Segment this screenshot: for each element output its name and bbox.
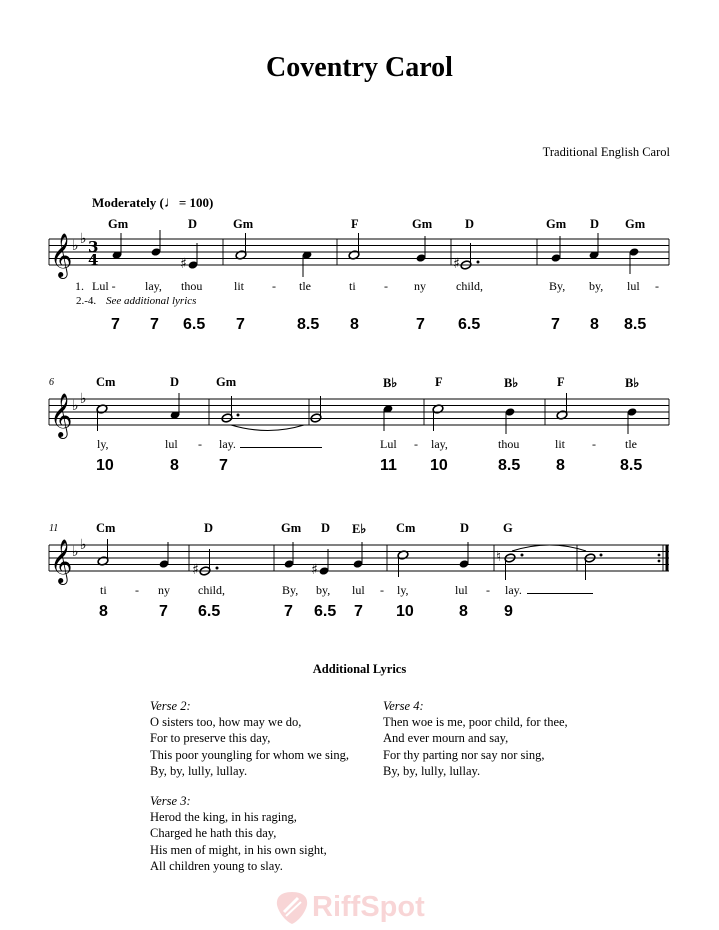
- guitar-pick-icon: [274, 890, 310, 926]
- lyric-syllable: ny: [158, 583, 170, 597]
- verse-line: This poor youngling for whom we sing,: [150, 747, 349, 762]
- lyric-syllable: thou: [498, 437, 520, 451]
- harmonica-tab: 7: [284, 603, 293, 620]
- chord-symbol: B♭: [504, 376, 519, 390]
- tempo-marking: Moderately (♩= 100): [92, 195, 214, 211]
- tempo-label: Moderately: [92, 195, 157, 210]
- chord-symbol: Gm: [625, 217, 646, 231]
- harmonica-tab: 10: [430, 457, 448, 474]
- chord-symbol: Cm: [396, 521, 416, 535]
- lyric-hyphen: -: [198, 437, 202, 451]
- lyric-syllable: child,: [456, 279, 483, 293]
- verse-block-2: [150, 698, 349, 779]
- verse-line: By, by, lully, lullay.: [383, 763, 481, 778]
- composer-credit: Traditional English Carol: [542, 145, 670, 159]
- lyric-syllable: Lul -: [92, 279, 116, 293]
- svg-text:♭: ♭: [80, 231, 87, 247]
- lyric-syllable: lul: [165, 437, 178, 451]
- riffspot-logo: [272, 888, 448, 928]
- lyric-hyphen: -: [384, 279, 388, 293]
- svg-text:♯: ♯: [311, 562, 318, 578]
- svg-text:♭: ♭: [72, 238, 79, 254]
- harmonica-tab: 8.5: [498, 457, 521, 474]
- harmonica-tab: 7: [219, 457, 228, 474]
- chord-symbol: Gm: [216, 375, 237, 389]
- harmonica-tab: 7: [551, 316, 560, 333]
- chord-symbol: Cm: [96, 521, 116, 535]
- verse-line: And ever mourn and say,: [383, 731, 509, 746]
- lyric-syllable: By,: [549, 279, 566, 293]
- lyric-syllable: ti: [349, 279, 356, 293]
- harmonica-tab: 8.5: [624, 316, 647, 333]
- chord-symbol: D: [204, 521, 214, 535]
- chord-symbol: D: [188, 217, 198, 231]
- svg-text:♭: ♭: [80, 537, 87, 553]
- svg-text:3: 3: [88, 238, 99, 256]
- chord-symbol: D: [465, 217, 475, 231]
- lyric-syllable: lul: [352, 583, 365, 597]
- chord-symbol: F: [435, 375, 443, 389]
- svg-text:♭: ♭: [80, 391, 87, 407]
- harmonica-tab: 8: [556, 457, 565, 474]
- lyric-syllable: ti: [100, 583, 107, 597]
- chord-symbol: Gm: [546, 217, 567, 231]
- harmonica-tab: 8: [170, 457, 179, 474]
- chord-symbol: Gm: [108, 217, 129, 231]
- harmonica-tab: 7: [150, 316, 159, 333]
- harmonica-tab: 8: [459, 603, 468, 620]
- lyric-syllable: lay.: [505, 583, 522, 597]
- harmonica-tab: 6.5: [458, 316, 481, 333]
- verse-label: Verse 2:: [150, 699, 191, 713]
- lyric-hyphen: -: [272, 279, 276, 293]
- lyric-hyphen: -: [486, 583, 490, 597]
- svg-text:♭: ♭: [72, 398, 79, 414]
- treble-clef-icon: 𝄞: [50, 233, 73, 277]
- lyric-syllable: lit: [234, 279, 245, 293]
- lyric-syllable: lay,: [431, 437, 448, 451]
- measure-number: 11: [49, 523, 59, 534]
- lyric-hyphen: -: [135, 583, 139, 597]
- tempo-bpm: = 100: [178, 195, 210, 210]
- song-title: Coventry Carol: [266, 52, 453, 83]
- chord-symbol: B♭: [383, 376, 398, 390]
- additional-lyrics-heading: Additional Lyrics: [312, 662, 407, 676]
- lyrics-note: See additional lyrics: [106, 295, 197, 307]
- chord-symbol: Gm: [281, 521, 302, 535]
- treble-clef-icon: 𝄞: [50, 539, 73, 583]
- harmonica-tab: 8.5: [297, 316, 320, 333]
- harmonica-tab: 9: [504, 603, 513, 620]
- verse-line: All children young to slay.: [150, 858, 283, 873]
- harmonica-tab: 6.5: [198, 603, 221, 620]
- quarter-note-icon: ♩: [163, 195, 179, 211]
- chord-symbol: F: [557, 375, 565, 389]
- lyric-syllable: lul: [627, 279, 640, 293]
- lyric-hyphen: -: [655, 279, 659, 293]
- harmonica-tab: 11: [380, 457, 397, 474]
- harmonica-tab: 10: [396, 603, 414, 620]
- lyric-syllable: child,: [198, 583, 225, 597]
- lyric-syllable: Lul: [380, 437, 397, 451]
- chord-symbol: E♭: [352, 522, 367, 536]
- verse-label: Verse 4:: [383, 699, 424, 713]
- logo-text: RiffSpot: [312, 891, 425, 923]
- chord-symbol: Gm: [233, 217, 254, 231]
- verse-number: 2.-4.: [76, 295, 97, 307]
- harmonica-tab: 6.5: [314, 603, 337, 620]
- harmonica-tab: 8: [590, 316, 599, 333]
- lyric-syllable: lul: [455, 583, 468, 597]
- harmonica-tab: 7: [236, 316, 245, 333]
- lyric-hyphen: -: [414, 437, 418, 451]
- harmonica-tab: 8: [99, 603, 108, 620]
- lyric-syllable: tle: [625, 437, 637, 451]
- svg-text:♮: ♮: [496, 549, 502, 565]
- harmonica-tab: 7: [416, 316, 425, 333]
- lyric-hyphen: -: [380, 583, 384, 597]
- lyric-extender-line: [527, 593, 593, 594]
- lyric-hyphen: -: [592, 437, 596, 451]
- lyric-syllable: ly,: [97, 437, 109, 451]
- lyric-syllable: By,: [282, 583, 299, 597]
- verse-block-3: [150, 793, 327, 874]
- chord-symbol: Cm: [96, 375, 116, 389]
- svg-text:♯: ♯: [192, 562, 199, 578]
- harmonica-tab: 7: [159, 603, 168, 620]
- chord-symbol: Gm: [412, 217, 433, 231]
- verse-line: For thy parting nor say nor sing,: [383, 747, 545, 762]
- lyric-syllable: thou: [181, 279, 203, 293]
- verse-block-4: [383, 698, 568, 779]
- chord-symbol: F: [351, 217, 359, 231]
- lyric-extender-line: [240, 447, 322, 448]
- verse-line: Herod the king, in his raging,: [150, 810, 297, 825]
- lyric-syllable: tle: [299, 279, 311, 293]
- measure-number: 6: [49, 377, 54, 388]
- treble-clef-icon: 𝄞: [50, 393, 73, 437]
- lyric-syllable: ny: [414, 279, 426, 293]
- harmonica-tab: 8.5: [620, 457, 643, 474]
- chord-symbol: B♭: [625, 376, 640, 390]
- harmonica-tab: 7: [354, 603, 363, 620]
- verse-line: Charged he hath this day,: [150, 826, 277, 841]
- verse-line: O sisters too, how may we do,: [150, 715, 302, 730]
- verse-line: His men of might, in his own sight,: [150, 842, 327, 857]
- svg-text:4: 4: [88, 251, 99, 269]
- harmonica-tab: 8: [350, 316, 359, 333]
- lyric-syllable: by,: [316, 583, 331, 597]
- chord-symbol: D: [460, 521, 470, 535]
- svg-text:♭: ♭: [72, 544, 79, 560]
- harmonica-tab: 7: [111, 316, 120, 333]
- chord-symbol: G: [503, 521, 513, 535]
- verse-line: For to preserve this day,: [150, 731, 271, 746]
- chord-symbol: D: [321, 521, 331, 535]
- lyric-syllable: by,: [589, 279, 604, 293]
- lyric-syllable: ly,: [397, 583, 409, 597]
- verse-number: 1.: [75, 279, 84, 293]
- svg-text:♯: ♯: [453, 256, 460, 272]
- harmonica-tab: 10: [96, 457, 114, 474]
- lyric-syllable: lay.: [219, 437, 236, 451]
- chord-symbol: D: [590, 217, 600, 231]
- harmonica-tab: 6.5: [183, 316, 206, 333]
- svg-text:♯: ♯: [180, 256, 187, 272]
- verse-line: Then woe is me, poor child, for thee,: [383, 715, 568, 730]
- lyric-syllable: lit: [555, 437, 566, 451]
- verse-line: By, by, lully, lullay.: [150, 763, 248, 778]
- lyric-syllable: lay,: [145, 279, 162, 293]
- verse-label: Verse 3:: [150, 794, 191, 808]
- chord-symbol: D: [170, 375, 180, 389]
